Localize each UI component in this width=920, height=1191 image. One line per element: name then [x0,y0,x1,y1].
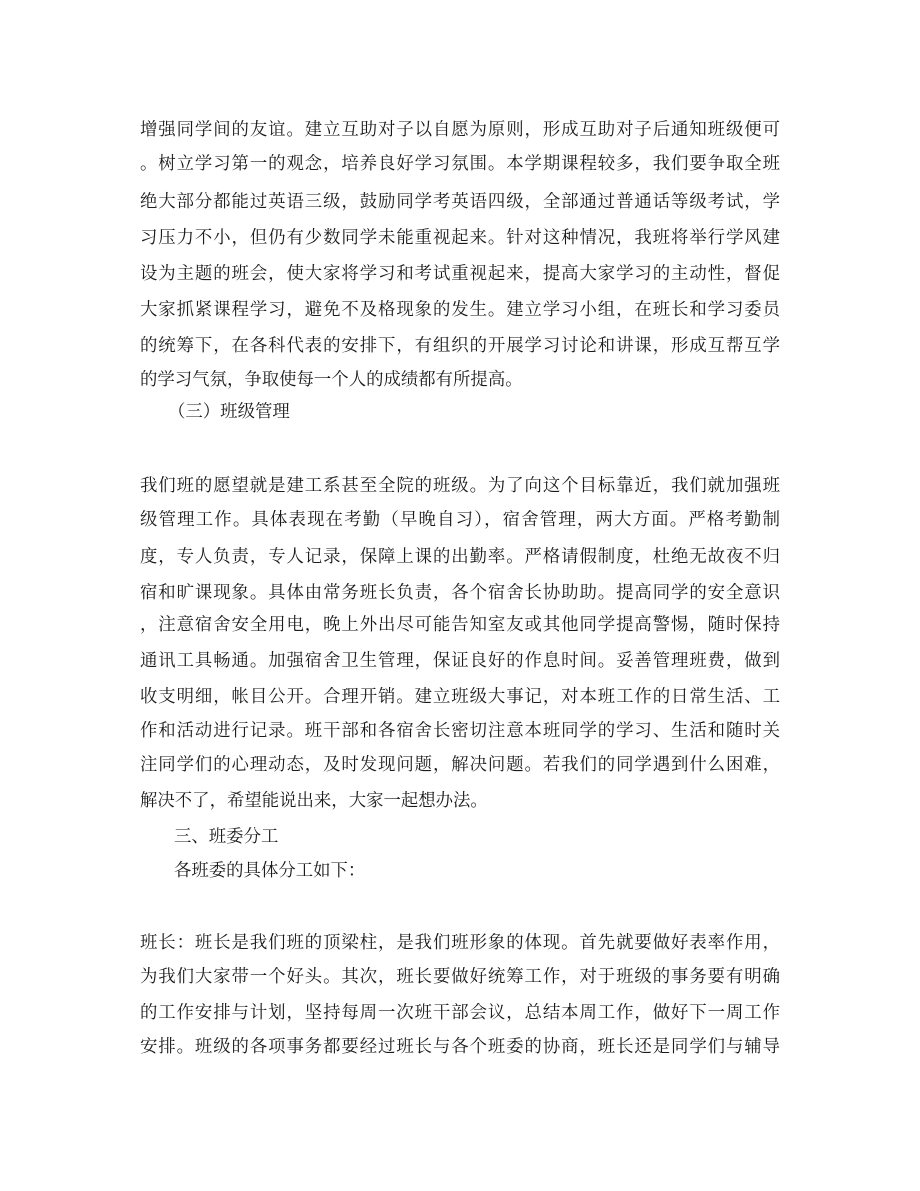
text-line: 级管理工作。具体表现在考勤（早晚自习），宿舍管理，两大方面。严格考勤制 [140,510,780,530]
section-heading-division: 三、班委分工 [174,827,279,847]
text-line: 作和活动进行记录。班干部和各宿舍长密切注意本班同学的学习、生活和随时关 [140,721,780,741]
text-line: 。树立学习第一的观念，培养良好学习氛围。本学期课程较多，我们要争取全班 [140,154,780,174]
text-line: 增强同学间的友谊。建立互助对子以自愿为原则，形成互助对子后通知班级便可 [140,120,780,140]
division-intro: 各班委的具体分工如下： [174,861,366,881]
text-line: 度，专人负责，专人记录，保障上课的出勤率。严格请假制度，杜绝无故夜不归 [140,547,780,567]
text-line: 习压力不小，但仍有少数同学未能重视起来。针对这种情况，我班将举行学风建 [140,228,780,248]
section-heading-class-management: （三）班级管理 [168,402,290,422]
text-line: 的工作安排与计划，坚持每周一次班干部会议，总结本周工作，做好下一周工作 [140,1003,780,1023]
text-line: 绝大部分都能过英语三级，鼓励同学考英语四级，全部通过普通话等级考试，学 [140,192,780,212]
text-line: ，注意宿舍安全用电，晚上外出尽可能告知室友或其他同学提高警惕，随时保持 [140,615,780,635]
text-line: 大家抓紧课程学习，避免不及格现象的发生。建立学习小组，在班长和学习委员 [140,300,780,320]
text-line: 收支明细，帐目公开。合理开销。建立班级大事记，对本班工作的日常生活、工 [140,687,780,707]
text-line: 安排。班级的各项事务都要经过班长与各个班委的协商，班长还是同学们与辅导 [140,1037,780,1057]
text-line: 宿和旷课现象。具体由常务班长负责，各个宿舍长协助助。提高同学的安全意识 [140,583,780,603]
text-line: 的统筹下，在各科代表的安排下，有组织的开展学习讨论和讲课，形成互帮互学 [140,336,780,356]
text-line: 的学习气氛，争取使每一个人的成绩都有所提高。 [140,370,523,390]
text-line: 解决不了，希望能说出来，大家一起想办法。 [140,791,488,811]
text-line: 设为主题的班会，使大家将学习和考试重视起来，提高大家学习的主动性，督促 [140,264,780,284]
text-line: 为我们大家带一个好头。其次，班长要做好统筹工作，对于班级的事务要有明确 [140,967,780,987]
text-line: 班长：班长是我们班的顶梁柱，是我们班形象的体现。首先就要做好表率作用， [140,933,780,953]
text-line: 我们班的愿望就是建工系甚至全院的班级。为了向这个目标靠近，我们就加强班 [140,476,780,496]
text-line: 通讯工具畅通。加强宿舍卫生管理，保证良好的作息时间。妥善管理班费，做到 [140,651,780,671]
text-line: 注同学们的心理动态，及时发现问题，解决问题。若我们的同学遇到什么困难， [140,755,780,775]
